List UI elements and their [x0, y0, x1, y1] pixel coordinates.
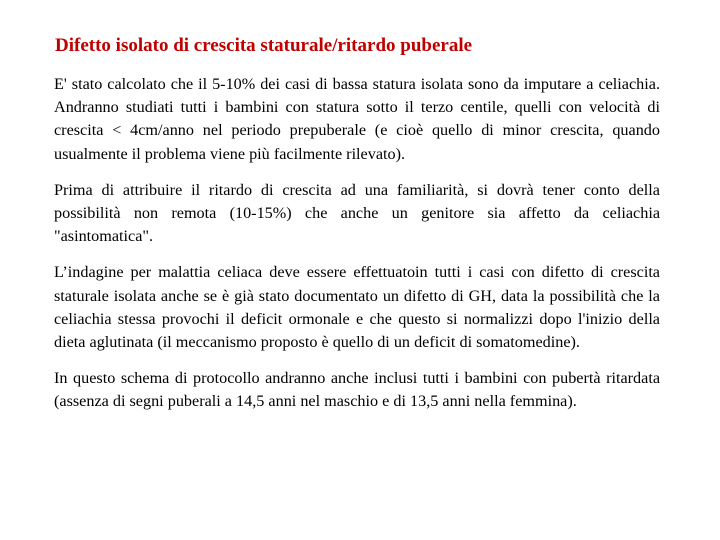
paragraph-investigation: L’indagine per malattia celiaca deve essere effettuatoin tutti i casi con difetto di crescita staturale isolata anche se è già stato documentato un difetto di GH, data la possibilità che la celiachia stessa provochi il deficit ormonale e che questo si normalizzi dopo l'inizio della dieta aglutinata (il meccanismo proposto è quello di un deficit di somatomedine). — [54, 263, 660, 352]
slide-title: Difetto isolato di crescita staturale/ritardo puberale — [55, 35, 473, 56]
paragraph-familiarity: Prima di attribuire il ritardo di crescita ad una familiarità, si dovrà tener conto della possibilità non remota (10-15%) che anche un genitore sia affetto da celiachia "asintomatica". — [54, 180, 660, 246]
slide-body — [54, 73, 660, 427]
paragraph-prevalence: E' stato calcolato che il 5-10% dei casi di bassa statura isolata sono da imputare a celiachia. Andranno studiati tutti i bambini con statura sotto il terzo centile, quelli con velocità di crescita < 4cm/anno nel periodo prepuberale (e cioè quello di minor crescita, quando usualmente il problema viene più facilmente rilevato). — [54, 75, 660, 163]
paragraph-delayed-puberty: In questo schema di protocollo andranno anche inclusi tutti i bambini con pubertà ritardata (assenza di segni puberali a 14,5 anni nel maschio e di 13,5 anni nella femmina). — [54, 369, 660, 411]
